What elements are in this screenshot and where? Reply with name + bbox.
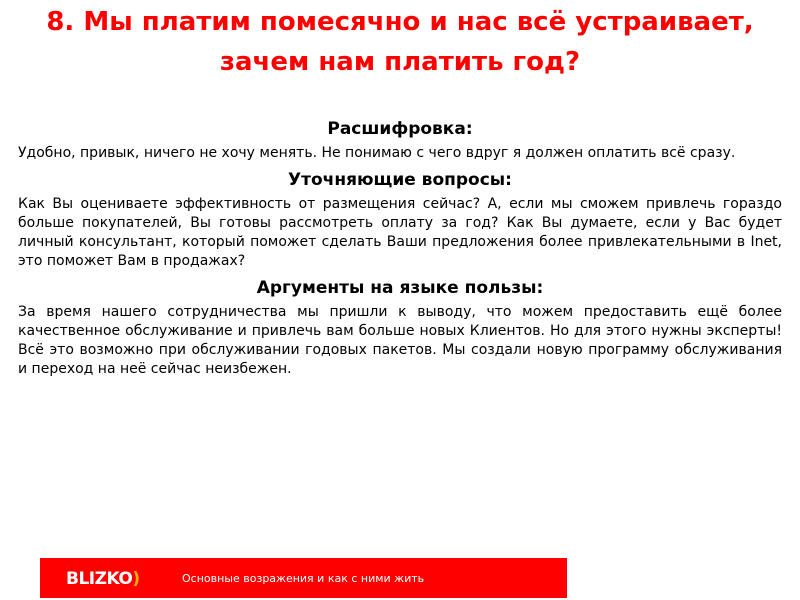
section-text-arguments: За время нашего сотрудничества мы пришли к выводу, что можем предоставить ещё более качественное обслуживание и привлечь вам больше новых Клиентов. Но для этого нужны эксперты! Всё это возможно при обслуживании годовых пакетов. Мы создали новую программу обслуживания и переход на неё сейчас неизбежен. — [18, 304, 782, 377]
section-heading-arguments: Аргументы на языке пользы: — [256, 278, 544, 298]
section-heading-questions: Уточняющие вопросы: — [288, 170, 512, 190]
section-heading-decoding: Расшифровка: — [327, 119, 473, 139]
blizko-logo: BLIZKO) — [66, 569, 140, 589]
slide-content — [18, 118, 782, 385]
footer-bar — [40, 558, 567, 598]
section-text-decoding: Удобно, привык, ничего не хочу менять. Не понимаю с чего вдруг я должен оплатить всё сразу. — [18, 145, 736, 161]
footer-text: Основные возражения и как с ними жить — [182, 572, 425, 585]
section-text-questions: Как Вы оцениваете эффективность от размещения сейчас? А, если мы сможем привлечь гораздо больше покупателей, Вы готовы рассмотреть оплату за год? Как Вы думаете, если у Вас будет личный консультант, который поможет сделать Ваши предложения более привлекательными в Inet, это поможет Вам в продажах? — [18, 196, 782, 269]
slide-title: 8. Мы платим помесячно и нас всё устраивает, зачем нам платить год? — [46, 7, 754, 77]
